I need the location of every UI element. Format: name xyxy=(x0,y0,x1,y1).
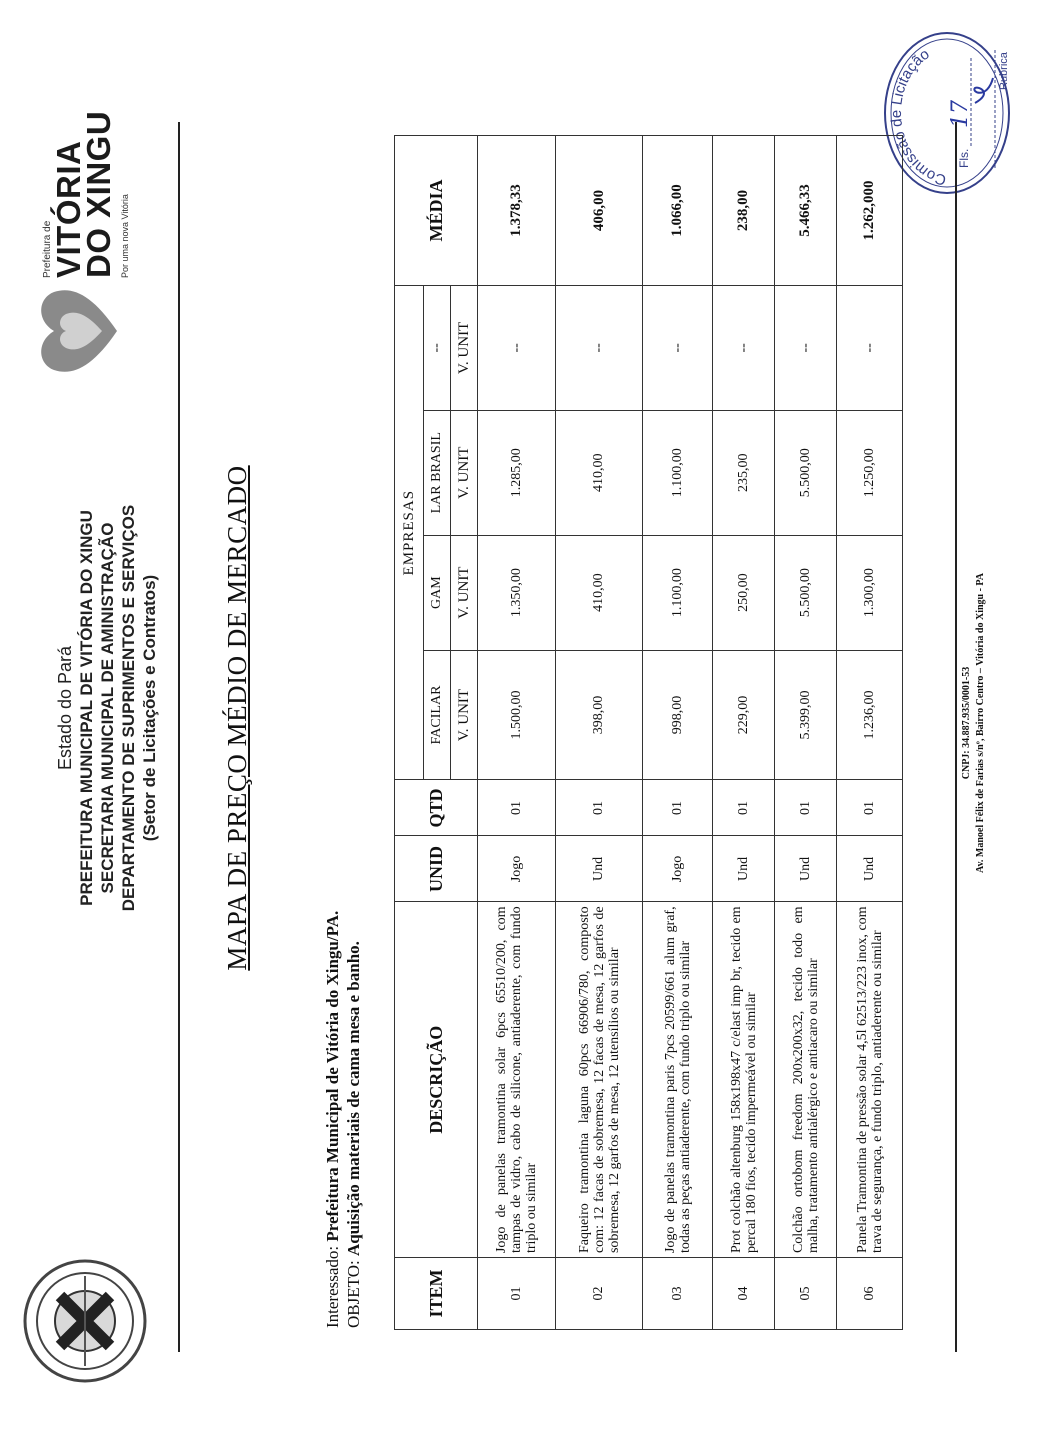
cell-media: 1.262,000 xyxy=(837,136,903,286)
company-gam-header: GAM xyxy=(424,535,451,650)
vunit-header: V. UNIT xyxy=(451,650,478,780)
cell-desc: Colchão ortobom freedom 200x200x32, tecido todo em malha, tratamento antialérgico e antiacaro ou similar xyxy=(775,902,837,1258)
cell-gam: 410,00 xyxy=(556,535,643,650)
brand-name-line1: VITÓRIA xyxy=(50,140,87,278)
cell-facilar: 398,00 xyxy=(556,650,643,780)
cell-lar-brasil: 1.250,00 xyxy=(837,410,903,535)
table-row xyxy=(556,136,643,1330)
cell-facilar: 229,00 xyxy=(713,650,775,780)
interessado-value: Prefeitura Municipal de Vitória do Xingu/PA. xyxy=(323,910,342,1242)
organization-block xyxy=(55,478,160,938)
vunit-header: V. UNIT xyxy=(451,285,478,410)
table-row xyxy=(837,136,903,1330)
table-row xyxy=(713,136,775,1330)
secretaria-name: SECRETARIA MUNICIPAL DE AMINISTRAÇÃO xyxy=(98,522,117,894)
cell-media: 5.466,33 xyxy=(775,136,837,286)
price-table xyxy=(394,135,903,1330)
cell-gam: 1.100,00 xyxy=(643,535,713,650)
cell-unid: Jogo xyxy=(643,836,713,902)
cell-unid: Und xyxy=(775,836,837,902)
brand-tagline: Por uma nova Vitória xyxy=(120,194,130,278)
cell-gam: 250,00 xyxy=(713,535,775,650)
cell-gam: 1.350,00 xyxy=(478,535,556,650)
departamento-name: DEPARTAMENTO DE SUPRIMENTOS E SERVIÇOS xyxy=(119,504,138,912)
stamp-fls-label: Fls. xyxy=(957,148,971,168)
cell-unid: Und xyxy=(837,836,903,902)
top-divider xyxy=(178,122,180,1352)
stamp-arc-text: Comissão de Licitação xyxy=(887,45,949,189)
footer-cnpj: CNPJ: 34.887.935/0001-53 xyxy=(961,666,972,780)
col-item-header: ITEM xyxy=(395,1258,478,1330)
company-facilar-header: FACILAR xyxy=(424,650,451,780)
cell-item: 04 xyxy=(713,1258,775,1330)
footer xyxy=(960,298,988,1148)
cell-qtd: 01 xyxy=(837,780,903,836)
cell-facilar: 1.500,00 xyxy=(478,650,556,780)
cell-lar-brasil: 5.500,00 xyxy=(775,410,837,535)
cell-unid: Und xyxy=(556,836,643,902)
vunit-header: V. UNIT xyxy=(451,535,478,650)
col-descricao-header: DESCRIÇÃO xyxy=(395,902,478,1258)
table-row xyxy=(775,136,837,1330)
cell-desc: Jogo de panelas tramontina paris 7pcs 20599/661 alum graf, todas as peças antiaderente, com fundo triplo ou similar xyxy=(643,902,713,1258)
vunit-header: V. UNIT xyxy=(451,410,478,535)
document-title: MAPA DE PREÇO MÉDIO DE MERCADO xyxy=(222,465,252,971)
cell-gam: 1.300,00 xyxy=(837,535,903,650)
company-lar-brasil-header: LAR BRASIL xyxy=(424,410,451,535)
signature-icon xyxy=(974,78,993,103)
brand-name-line2: DO XINGU xyxy=(80,110,117,278)
cell-desc: Panela Tramontina de pressão solar 4,5l 62513/223 inox, com trava de segurança, e fundo triplo, antiaderente ou similar xyxy=(837,902,903,1258)
interessado-label: Interessado: xyxy=(323,1245,342,1328)
heart-logo-icon xyxy=(32,283,122,378)
brand-logo xyxy=(28,48,138,378)
cell-item: 06 xyxy=(837,1258,903,1330)
document-meta xyxy=(322,911,364,1328)
company-other-header: -- xyxy=(424,285,451,410)
cell-media: 1.378,33 xyxy=(478,136,556,286)
table-row xyxy=(478,136,556,1330)
objeto-value: Aquisição materiais de cama mesa e banho. xyxy=(344,941,363,1257)
cell-media: 1.066,00 xyxy=(643,136,713,286)
cell-desc: Jogo de panelas tramontina solar 6pcs 65510/200, com tampas de vidro, cabo de silicone, antiaderente, com fundo triplo ou similar xyxy=(478,902,556,1258)
col-unid-header: UNID xyxy=(395,836,478,902)
cell-facilar: 998,00 xyxy=(643,650,713,780)
state-name: Estado do Pará xyxy=(55,645,75,771)
cell-qtd: 01 xyxy=(478,780,556,836)
cell-item: 02 xyxy=(556,1258,643,1330)
col-media-header: MÉDIA xyxy=(395,136,478,286)
cell-other: -- xyxy=(556,285,643,410)
cell-other: -- xyxy=(713,285,775,410)
cell-unid: Jogo xyxy=(478,836,556,902)
brand-small-text: Prefeitura de xyxy=(42,220,53,278)
cell-lar-brasil: 1.100,00 xyxy=(643,410,713,535)
cell-qtd: 01 xyxy=(713,780,775,836)
bottom-divider xyxy=(955,122,957,1352)
cell-facilar: 5.399,00 xyxy=(775,650,837,780)
cell-media: 406,00 xyxy=(556,136,643,286)
empresas-header: EMPRESAS xyxy=(395,285,424,780)
interessado-line xyxy=(322,911,343,1328)
cell-other: -- xyxy=(837,285,903,410)
cell-item: 05 xyxy=(775,1258,837,1330)
cell-lar-brasil: 1.285,00 xyxy=(478,410,556,535)
cell-desc: Faqueiro tramontina laguna 60pcs 66906/780, composto com: 12 facas de sobremesa, 12 facas de mesa, 12 garfos de sobremesa, 12 garfos de mesa, 12 utensílios ou similar xyxy=(556,902,643,1258)
cell-lar-brasil: 410,00 xyxy=(556,410,643,535)
stamp-rubrica-label: Rubrica xyxy=(998,52,1010,90)
cell-other: -- xyxy=(775,285,837,410)
col-qtd-header: QTD xyxy=(395,780,478,836)
cell-qtd: 01 xyxy=(556,780,643,836)
cell-other: -- xyxy=(643,285,713,410)
cell-desc: Prot colchão altenburg 158x198x47 c/elast imp br, tecido em percal 180 fios, tecido impermeável ou similar xyxy=(713,902,775,1258)
municipal-seal-icon xyxy=(20,1256,150,1386)
footer-address: Av. Manoel Félix de Farias s/nº, Bairro Centro – Vitória do Xingu - PA xyxy=(975,572,986,874)
brand-name xyxy=(50,110,117,278)
cell-qtd: 01 xyxy=(775,780,837,836)
stamp-fls-value: 17 xyxy=(948,100,973,128)
cell-item: 01 xyxy=(478,1258,556,1330)
cell-media: 238,00 xyxy=(713,136,775,286)
setor-name: (Setor de Licitações e Contratos) xyxy=(140,574,159,842)
cell-lar-brasil: 235,00 xyxy=(713,410,775,535)
objeto-label: OBJETO: xyxy=(344,1260,363,1328)
cell-other: -- xyxy=(478,285,556,410)
cell-item: 03 xyxy=(643,1258,713,1330)
prefeitura-name: PREFEITURA MUNICIPAL DE VITÓRIA DO XINGU xyxy=(77,510,96,906)
objeto-line xyxy=(343,911,364,1328)
cell-gam: 5.500,00 xyxy=(775,535,837,650)
cell-qtd: 01 xyxy=(643,780,713,836)
cell-unid: Und xyxy=(713,836,775,902)
cell-facilar: 1.236,00 xyxy=(837,650,903,780)
table-row xyxy=(643,136,713,1330)
